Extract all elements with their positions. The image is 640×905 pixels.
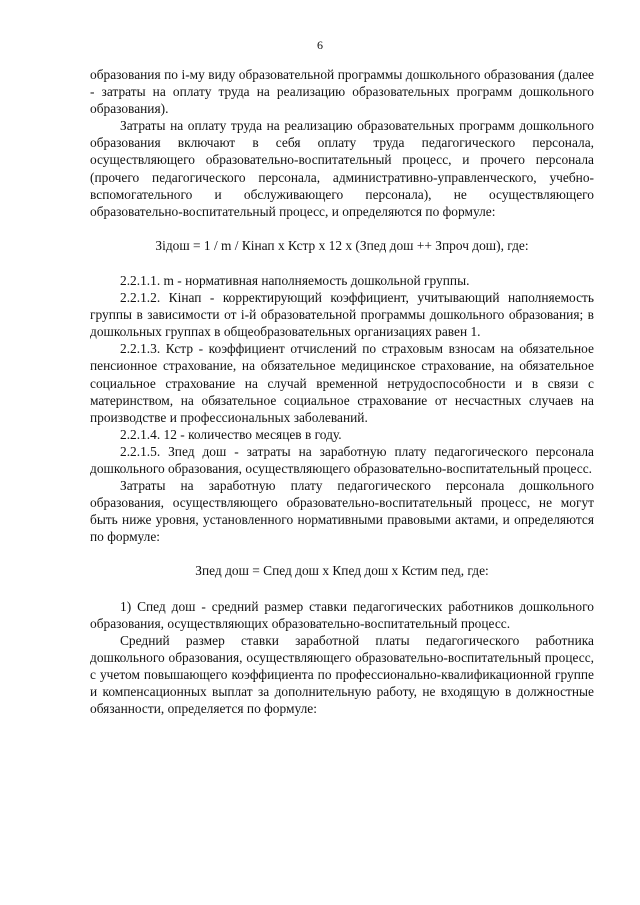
item-1-average-rate: 1) Спед дош - средний размер ставки педагогических работников дошкольного образования, осуществляющих образовательно-воспитательный процесс. <box>90 598 594 631</box>
paragraph-labor-costs: Затраты на оплату труда на реализацию образовательных программ дошкольного образования включают в себя оплату труда педагогического персонала, осуществляющего образовательно-воспитательный процесс, и прочего персонала (прочего педагогического персонала, административно-управленческого, учебно-вспомогательного и обслуживающего персонала), не осуществляющего образовательно-воспитательный процесс, и определяются по формуле: <box>90 118 594 219</box>
document-body <box>90 66 594 717</box>
formula-total-cost: Зідош = 1 / m / Кінап x Кстр x 12 x (Зпед дош ++ Зпроч дош), где: <box>155 237 529 253</box>
paragraph-salary-costs: Затраты на заработную плату педагогического персонала дошкольного образования, осуществляющего образовательно-воспитательный процесс, не могут быть ниже уровня, установленного нормативными правовыми актами, и определяются по формуле: <box>90 478 594 545</box>
paragraph-average-rate: Средний размер ставки заработной платы педагогического работника дошкольного образования, осуществляющего образовательно-воспитательный процесс, с учетом повышающего коэффициента по профессионально-квалификационной группе и компенсационных выплат за дополнительную работу, не входящую в должностные обязанности, определяется по формуле: <box>90 632 594 717</box>
item-2-2-1-1: 2.2.1.1. m - нормативная наполняемость дошкольной группы. <box>120 272 470 288</box>
item-2-2-1-3: 2.2.1.3. Кстр - коэффициент отчислений по страховым взносам на обязательное пенсионное страхование, на обязательное медицинское страхование, на обязательное социальное страхование на случай временной нетрудоспособности и в связи с материнством, на обязательное социальное страхование от несчастных случаев на производстве и профессиональных заболеваний. <box>90 341 594 425</box>
item-2-2-1-5: 2.2.1.5. Зпед дош - затраты на заработную плату педагогического персонала дошкольного образования, осуществляющего образовательно-воспитательный процесс. <box>90 443 594 476</box>
paragraph-continuation: образования по i-му виду образовательной программы дошкольного образования (далее - затраты на оплату труда на реализацию образовательных программ дошкольного образования). <box>90 67 594 117</box>
formula-salary: Зпед дош = Спед дош x Кпед дош x Кстим пед, где: <box>195 563 489 579</box>
page-number: 6 <box>317 38 323 52</box>
item-2-2-1-2: 2.2.1.2. Кінап - корректирующий коэффициент, учитывающий наполняемость группы в зависимости от i-й образовательной программы дошкольного образования; в дошкольных группах в общеобразовательных организациях равен 1. <box>90 290 594 340</box>
item-2-2-1-4: 2.2.1.4. 12 - количество месяцев в году. <box>120 426 342 442</box>
